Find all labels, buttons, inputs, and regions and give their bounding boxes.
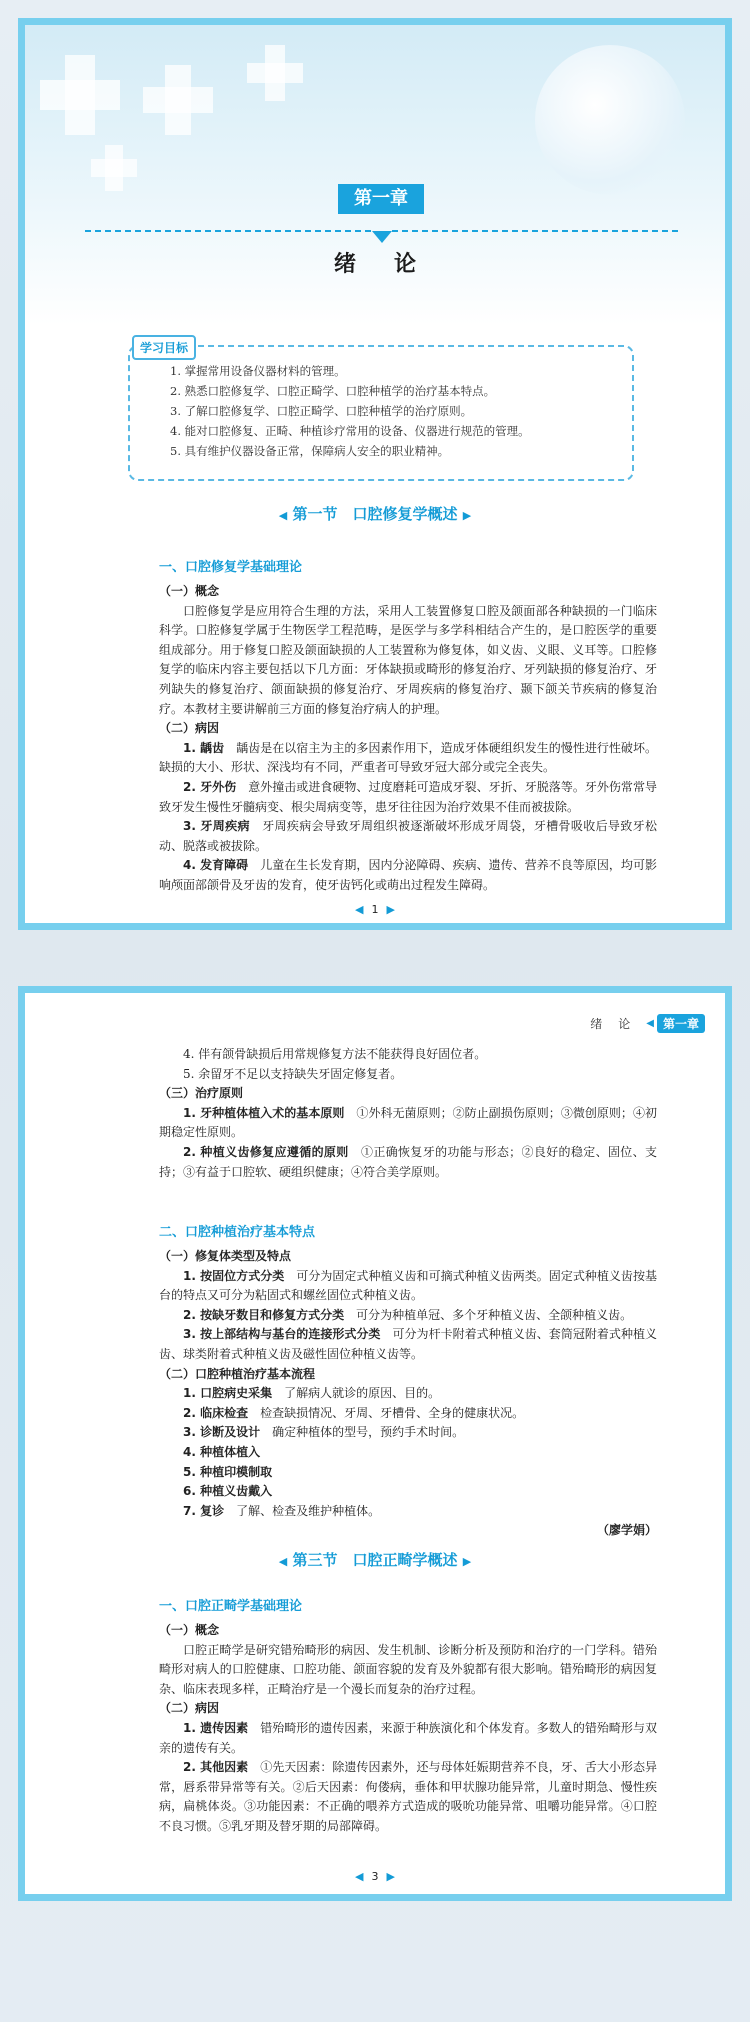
cause-item: 1. 龋齿 龋齿是在以宿主为主的多因素作用下，造成牙体硬组织发生的慢性进行性破坏。缺损的大小、形状、深浅均有不同，严重者可导致牙冠大部分或完全丧失。 (159, 740, 657, 775)
page-number: ◀ 1 ▶ (355, 903, 395, 916)
goal-item: 5. 具有维护仪器设备正常，保障病人安全的职业精神。 (170, 444, 450, 458)
divider-right (392, 230, 678, 232)
section-title: 第一节 口腔修复学概述 (292, 505, 458, 523)
principle-heading: （三）治疗原则 (159, 1086, 244, 1101)
flow-item: 1. 口腔病史采集 了解病人就诊的原因、目的。 (183, 1386, 441, 1401)
type-item: 1. 按固位方式分类 可分为固定式种植义齿和可摘式种植义齿两类。固定式种植义齿按基台的特点又可分为粘固式和螺丝固位式种植义齿。 (159, 1268, 657, 1303)
flow-item: 3. 诊断及设计 确定种植体的型号，预约手术时间。 (183, 1425, 465, 1440)
divider-left (85, 230, 371, 232)
goal-item: 3. 了解口腔修复学、口腔正畸学、口腔种植学的治疗原则。 (170, 404, 473, 418)
list-line: 5. 余留牙不足以支持缺失牙固定修复者。 (183, 1066, 403, 1081)
triangle-right-icon: ▶ (462, 509, 472, 522)
body-text (159, 582, 657, 896)
chapter-title: 绪论 (333, 252, 454, 277)
section-heading (25, 1549, 725, 1570)
goal-item: 2. 熟悉口腔修复学、口腔正畸学、口腔种植学的治疗基本特点。 (170, 384, 496, 398)
flow-item: 7. 复诊 了解、检查及维护种植体。 (183, 1503, 381, 1518)
flow-item: 4. 种植体植入 (183, 1444, 261, 1459)
cross-decoration (40, 80, 120, 110)
author-credit: （廖学娟） (596, 1523, 657, 1538)
flow-item: 2. 临床检查 检查缺损情况、牙周、牙槽骨、全身的健康状况。 (183, 1405, 525, 1420)
list-line: 4. 伴有颌骨缺损后用常规修复方法不能获得良好固位者。 (183, 1047, 487, 1061)
running-head (590, 1014, 705, 1033)
tooth-illustration (535, 45, 685, 195)
goal-item: 4. 能对口腔修复、正畸、种植诊疗常用的设备、仪器进行规范的管理。 (170, 424, 530, 438)
triangle-right-icon: ▶ (462, 1555, 472, 1568)
header-banner (25, 25, 725, 325)
flow-heading: （二）口腔种植治疗基本流程 (159, 1366, 316, 1381)
subsection-title: 二、口腔种植治疗基本特点 (159, 1225, 316, 1240)
cause-heading: （二）病因 (159, 721, 220, 736)
cause-heading: （二）病因 (159, 1701, 220, 1716)
body-text (159, 1247, 657, 1541)
section-heading (25, 503, 725, 524)
triangle-right-icon: ▶ (386, 1870, 395, 1883)
triangle-left-icon: ◀ (278, 1555, 288, 1568)
cross-decoration (91, 159, 137, 177)
principle-item: 1. 牙种植体植入术的基本原则 ①外科无菌原则；②防止副损伤原则；③微创原则；④初期稳定性原则。 (159, 1105, 657, 1140)
cause-item: 2. 牙外伤 意外撞击或进食硬物、过度磨耗可造成牙裂、牙折、牙脱落等。牙外伤常常导致牙发生慢性牙髓病变、根尖周病变等，患牙往往因为治疗效果不佳而被拔除。 (159, 779, 657, 814)
goal-item: 1. 掌握常用设备仪器材料的管理。 (170, 364, 346, 378)
flow-item: 5. 种植印模制取 (183, 1464, 273, 1479)
triangle-left-icon: ◀ (278, 509, 288, 522)
body-text (159, 1045, 657, 1182)
type-item: 2. 按缺牙数目和修复方式分类 可分为种植单冠、多个牙种植义齿、全颌种植义齿。 (183, 1307, 633, 1322)
cause-item: 2. 其他因素 ①先天因素：除遗传因素外，还与母体妊娠期营养不良，牙、舌大小形态异常，唇系带异常等有关。②后天因素：佝偻病，垂体和甲状腺功能异常，儿童时期急、慢性疾病，扁桃体炎。③功能因素：不正确的喂养方式造成的吸吮功能异常、咀嚼功能异常。④口腔不良习惯。⑤乳牙期及替牙期的局部障碍。 (159, 1760, 657, 1833)
triangle-left-icon: ◀ (355, 1870, 364, 1883)
cross-decoration (143, 87, 213, 113)
concept-heading: （一）概念 (159, 1623, 220, 1637)
types-heading: （一）修复体类型及特点 (159, 1249, 292, 1263)
concept-paragraph: 口腔修复学是应用符合生理的方法，采用人工装置修复口腔及颌面部各种缺损的一门临床科学。口腔修复学属于生物医学工程范畴，是医学与多学科相结合产生的，是口腔医学的重要组成部分。用于修复口腔及颌面缺损的人工装置称为修复体，如义齿、义眼、义耳等。口腔修复学的临床内容主要包括以下几方面：牙体缺损或畸形的修复治疗、牙列缺损的修复治疗、牙列缺失的修复治疗、颌面缺损的修复治疗、牙周疾病的修复治疗、颞下颌关节疾病的修复治疗。本教材主要讲解前三方面的修复治疗病人的护理。 (159, 603, 657, 716)
cause-item: 4. 发育障碍 儿童在生长发育期，因内分泌障碍、疾病、遗传、营养不良等原因，均可影响颅面部颌骨及牙齿的发育，使牙齿钙化或萌出过程发生障碍。 (159, 858, 657, 892)
concept-paragraph: 口腔正畸学是研究错殆畸形的病因、发生机制、诊断分析及预防和治疗的一门学科。错殆畸形对病人的口腔健康、口腔功能、颌面容貌的发育及外貌都有很大影响。错殆畸形的病因复杂、临床表现多样，正畸治疗是一个漫长而复杂的治疗过程。 (159, 1642, 657, 1696)
flow-item: 6. 种植义齿戴入 (183, 1484, 273, 1499)
concept-heading: （一）概念 (159, 584, 220, 598)
principle-item: 2. 种植义齿修复应遵循的原则 ①正确恢复牙的功能与形态；②良好的稳定、固位、支持；③有益于口腔软、硬组织健康；④符合美学原则。 (159, 1144, 657, 1179)
divider-arrow-icon (372, 231, 392, 243)
triangle-right-icon: ▶ (386, 903, 395, 916)
body-text (159, 1621, 657, 1837)
running-head-badge: 第一章 (657, 1014, 705, 1033)
cross-decoration (247, 63, 303, 83)
type-item: 3. 按上部结构与基台的连接形式分类 可分为杆卡附着式种植义齿、套筒冠附着式种植义齿、球类附着式种植义齿及磁性固位种植义齿等。 (159, 1327, 657, 1361)
page-3 (18, 986, 732, 1901)
page-1 (18, 18, 732, 930)
chapter-badge: 第一章 (338, 184, 424, 214)
cause-item: 3. 牙周疾病 牙周疾病会导致牙周组织被逐渐破坏形成牙周袋，牙槽骨吸收后导致牙松动、脱落或被拔除。 (159, 819, 657, 853)
triangle-left-icon: ◀ (646, 1018, 654, 1029)
triangle-left-icon: ◀ (355, 903, 364, 916)
section-title: 第三节 口腔正畸学概述 (292, 1551, 458, 1569)
running-head-title: 绪论 (590, 1017, 647, 1031)
subsection-title: 一、口腔修复学基础理论 (159, 560, 303, 575)
subsection-title: 一、口腔正畸学基础理论 (159, 1599, 303, 1614)
cause-item: 1. 遗传因素 错殆畸形的遗传因素，来源于种族演化和个体发育。多数人的错殆畸形与双亲的遗传有关。 (159, 1720, 657, 1755)
learning-goals-list (170, 361, 530, 461)
page-number: ◀ 3 ▶ (355, 1870, 395, 1883)
learning-goals-label: 学习目标 (132, 335, 196, 360)
